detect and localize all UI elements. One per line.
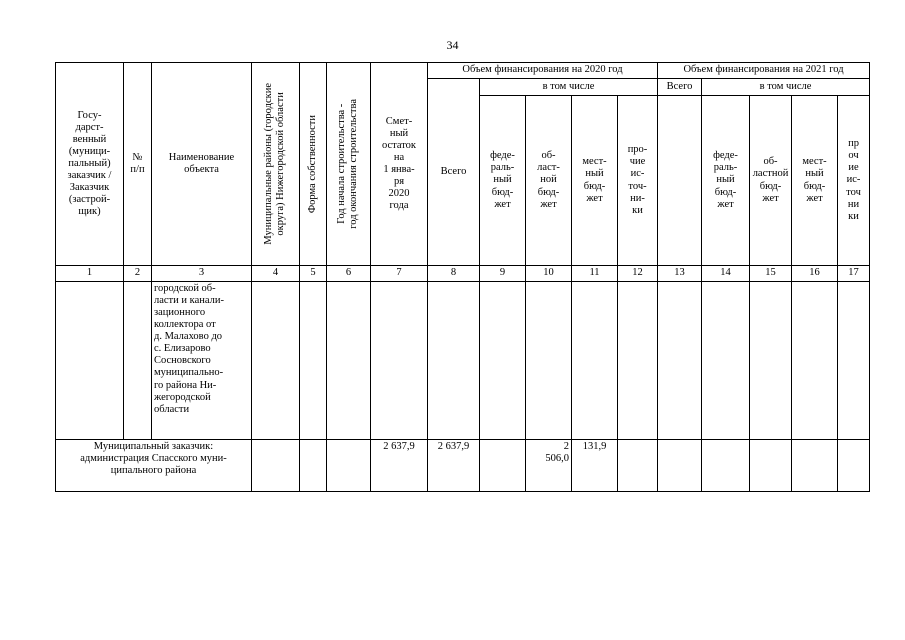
cell [480, 282, 526, 440]
cell [750, 440, 792, 492]
cell [838, 440, 870, 492]
cell [371, 282, 428, 440]
header-incl-2020: в том числе [480, 79, 658, 96]
header-mest-2021: мест- ный бюд- жет [792, 96, 838, 266]
cell [572, 282, 618, 440]
obl-2020-cell: 2 506,0 [526, 440, 572, 492]
col-number: 5 [300, 266, 327, 282]
header-fed-2020: феде- раль- ный бюд- жет [480, 96, 526, 266]
page-number: 34 [446, 38, 459, 52]
col-number: 3 [152, 266, 252, 282]
col-number: 6 [327, 266, 371, 282]
col-number: 10 [526, 266, 572, 282]
object-name-cell: городской об- ласти и канали- зационного коллектора от д. Малахово до с. Елизарово Сосновского муниципально- го района Ни- жегородской области [152, 282, 252, 440]
table-row [56, 440, 870, 492]
header-financing-2021: Объем финансирования на 2021 год [658, 63, 870, 79]
cell [618, 440, 658, 492]
col-number: 17 [838, 266, 870, 282]
cell [300, 282, 327, 440]
header-total-2020: Всего [428, 79, 480, 266]
header-mest-2020: мест- ный бюд- жет [572, 96, 618, 266]
header-years [327, 63, 371, 266]
cell [252, 282, 300, 440]
header-financing-2020: Объем финансирования на 2020 год [428, 63, 658, 79]
col-number: 9 [480, 266, 526, 282]
header-obl-2021: об- ластной бюд- жет [750, 96, 792, 266]
header-fed-2021: феде- раль- ный бюд- жет [702, 96, 750, 266]
cell [792, 440, 838, 492]
cell [124, 282, 152, 440]
cell [428, 282, 480, 440]
col-number: 16 [792, 266, 838, 282]
header-number: № п/п [124, 63, 152, 266]
cell [618, 282, 658, 440]
financing-table [55, 62, 870, 492]
col-number: 8 [428, 266, 480, 282]
cell [792, 282, 838, 440]
cell [838, 282, 870, 440]
cell [658, 282, 702, 440]
header-other-2020: про- чие ис- точ- ни- ки [618, 96, 658, 266]
header-total-2021: Всего [658, 79, 702, 96]
table-row [56, 282, 870, 440]
header-districts-text: Муниципальные районы (городские округа) Нижегородской области [263, 83, 287, 245]
column-number-row [56, 266, 870, 282]
cell [702, 440, 750, 492]
estimate-cell: 2 637,9 [371, 440, 428, 492]
header-incl-2021: в том числе [702, 79, 870, 96]
mest-2020-cell: 131,9 [572, 440, 618, 492]
cell [327, 440, 371, 492]
customer-cell: Муниципальный заказчик: администрация Спасского муни- ципального района [56, 440, 252, 492]
col-number: 13 [658, 266, 702, 282]
cell [300, 440, 327, 492]
header-customer: Госу- дарст- венный (муници- пальный) заказчик / Заказчик (застрой- щик) [56, 63, 124, 266]
header-estimate: Смет- ный остаток на 1 янва- ря 2020 года [371, 63, 428, 266]
header-other-2021: пр оч ие ис- точ ни ки [838, 96, 870, 266]
header-empty-2021 [658, 96, 702, 266]
col-number: 2 [124, 266, 152, 282]
header-districts [252, 63, 300, 266]
cell [526, 282, 572, 440]
col-number: 11 [572, 266, 618, 282]
col-number: 14 [702, 266, 750, 282]
header-ownership [300, 63, 327, 266]
cell [252, 440, 300, 492]
col-number: 12 [618, 266, 658, 282]
col-number: 4 [252, 266, 300, 282]
col-number: 7 [371, 266, 428, 282]
cell [702, 282, 750, 440]
col-number: 1 [56, 266, 124, 282]
total-2020-cell: 2 637,9 [428, 440, 480, 492]
cell [56, 282, 124, 440]
cell [750, 282, 792, 440]
header-ownership-text: Форма собственности [306, 114, 318, 214]
cell [480, 440, 526, 492]
header-years-text: Год начала строительства - год окончания строительства [336, 99, 360, 229]
cell [327, 282, 371, 440]
header-obl-2020: об- ласт- ной бюд- жет [526, 96, 572, 266]
cell [658, 440, 702, 492]
col-number: 15 [750, 266, 792, 282]
header-object-name: Наименование объекта [152, 63, 252, 266]
